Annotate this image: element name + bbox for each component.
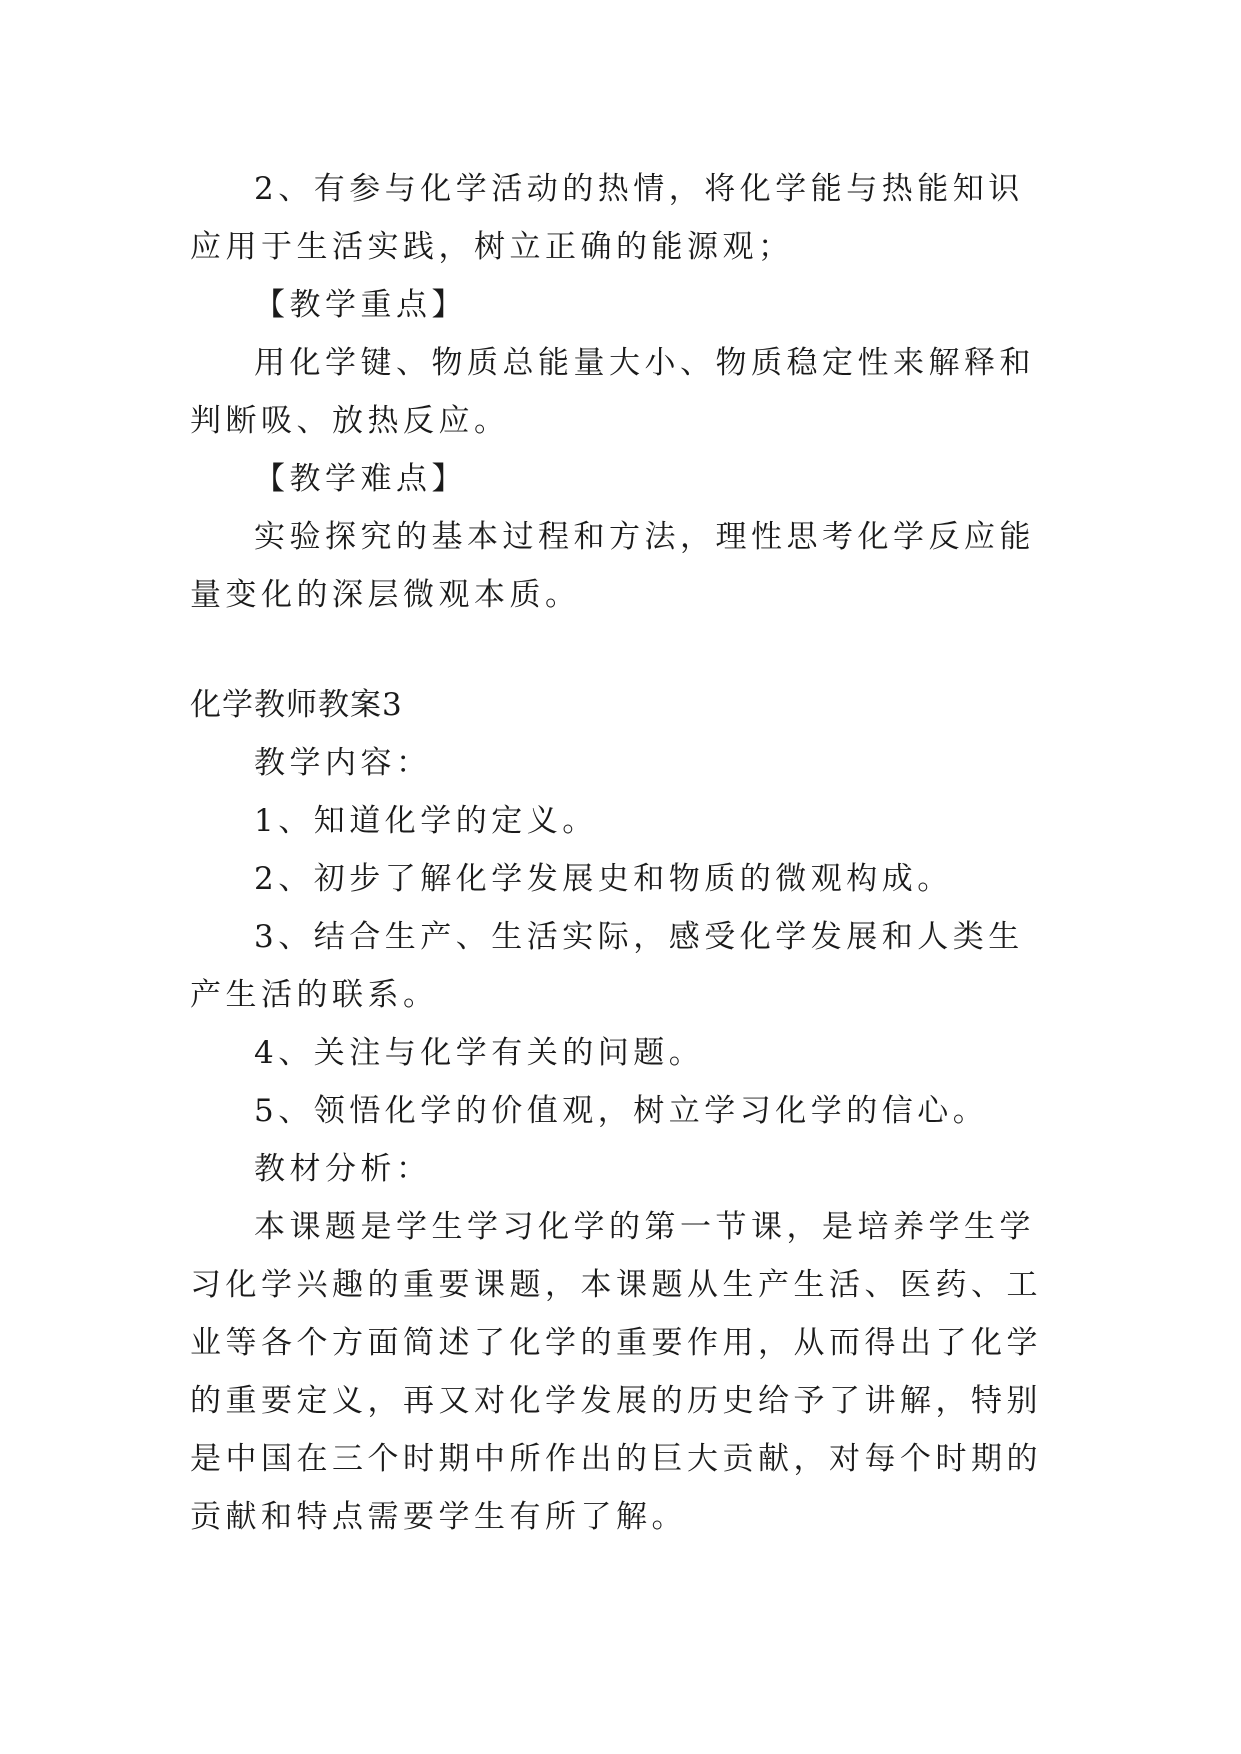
objective-paragraph: 2、有参与化学活动的热情，将化学能与热能知识应用于生活实践，树立正确的能源观； bbox=[190, 171, 1024, 265]
list-item: 5、领悟化学的价值观，树立学习化学的信心。 bbox=[254, 1093, 989, 1129]
key-point-text: 用化学键、物质总能量大小、物质稳定性来解释和判断吸、放热反应。 bbox=[190, 345, 1035, 439]
section-title: 化学教师教案3 bbox=[190, 687, 403, 723]
difficulty-heading: 【教学难点】 bbox=[254, 461, 467, 497]
analysis-heading: 教材分析： bbox=[254, 1151, 432, 1187]
analysis-text: 本课题是学生学习化学的第一节课，是培养学生学习化学兴趣的重要课题，本课题从生产生活、医药、工业等各个方面简述了化学的重要作用，从而得出了化学的重要定义，再又对化学发展的历史给予了讲解，特别是中国在三个时期中所作出的巨大贡献，对每个时期的贡献和特点需要学生有所了解。 bbox=[190, 1209, 1042, 1535]
content-heading: 教学内容： bbox=[254, 745, 432, 781]
section-gap bbox=[190, 624, 1050, 676]
list-item: 4、关注与化学有关的问题。 bbox=[254, 1035, 705, 1071]
difficulty-text: 实验探究的基本过程和方法，理性思考化学反应能量变化的深层微观本质。 bbox=[190, 519, 1035, 613]
list-item: 3、结合生产、生活实际，感受化学发展和人类生产生活的联系。 bbox=[190, 919, 1024, 1013]
document-body bbox=[190, 160, 1050, 1546]
list-item: 1、知道化学的定义。 bbox=[254, 803, 598, 839]
key-point-heading: 【教学重点】 bbox=[254, 287, 467, 323]
list-item: 2、初步了解化学发展史和物质的微观构成。 bbox=[254, 861, 953, 897]
